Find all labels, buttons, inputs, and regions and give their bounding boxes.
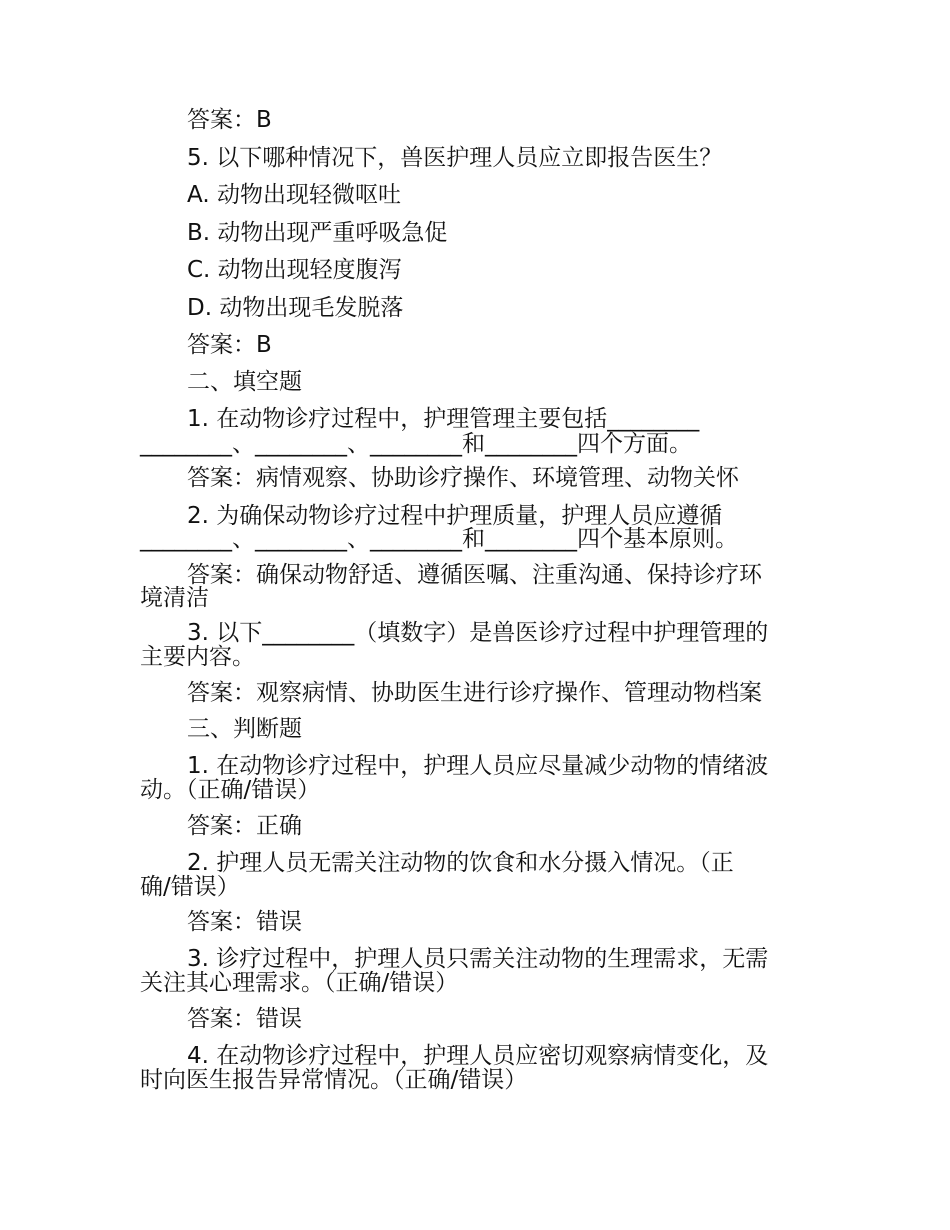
answer-line-cont: 境清洁 xyxy=(140,585,209,611)
fill-question-2: 2. 为确保动物诊疗过程中护理质量，护理人员应遵循 xyxy=(187,503,723,529)
option-a: A. 动物出现轻微呕吐 xyxy=(187,182,401,208)
fill-question-3: 3. 以下________（填数字）是兽医诊疗过程中护理管理的 xyxy=(187,620,769,646)
answer-line: 答案：B xyxy=(187,107,272,133)
answer-line: 答案：确保动物舒适、遵循医嘱、注重沟通、保持诊疗环 xyxy=(187,562,762,588)
question-5: 5. 以下哪种情况下，兽医护理人员应立即报告医生？ xyxy=(187,145,723,171)
fill-question-2-cont: ________、________、________和________四个基本原则。 xyxy=(140,526,738,552)
answer-line: 答案：错误 xyxy=(187,1006,302,1032)
tf-question-1: 1. 在动物诊疗过程中，护理人员应尽量减少动物的情绪波 xyxy=(187,753,769,779)
answer-line: 答案：错误 xyxy=(187,909,302,935)
tf-question-4: 4. 在动物诊疗过程中，护理人员应密切观察病情变化，及 xyxy=(187,1043,769,1069)
fill-question-1: 1. 在动物诊疗过程中，护理管理主要包括________ xyxy=(187,406,700,432)
fill-question-3-cont: 主要内容。 xyxy=(140,644,255,670)
section-heading-fill-in: 二、填空题 xyxy=(187,369,302,395)
tf-question-2-cont: 确/错误） xyxy=(140,874,240,900)
answer-line: 答案：观察病情、协助医生进行诊疗操作、管理动物档案 xyxy=(187,680,762,706)
tf-question-3-cont: 关注其心理需求。（正确/错误） xyxy=(140,970,459,996)
answer-line: 答案：正确 xyxy=(187,813,302,839)
answer-line: 答案：B xyxy=(187,332,272,358)
tf-question-4-cont: 时向医生报告异常情况。（正确/错误） xyxy=(140,1067,528,1093)
option-b: B. 动物出现严重呼吸急促 xyxy=(187,220,448,246)
tf-question-1-cont: 动。（正确/错误） xyxy=(140,777,321,803)
option-c: C. 动物出现轻度腹泻 xyxy=(187,257,402,283)
answer-line: 答案：病情观察、协助诊疗操作、环境管理、动物关怀 xyxy=(187,465,739,491)
tf-question-2: 2. 护理人员无需关注动物的饮食和水分摄入情况。（正 xyxy=(187,850,734,876)
fill-question-1-cont: ________、________、________和________四个方面。 xyxy=(140,431,692,457)
option-d: D. 动物出现毛发脱落 xyxy=(187,295,404,321)
section-heading-true-false: 三、判断题 xyxy=(187,716,302,742)
tf-question-3: 3. 诊疗过程中，护理人员只需关注动物的生理需求，无需 xyxy=(187,946,769,972)
